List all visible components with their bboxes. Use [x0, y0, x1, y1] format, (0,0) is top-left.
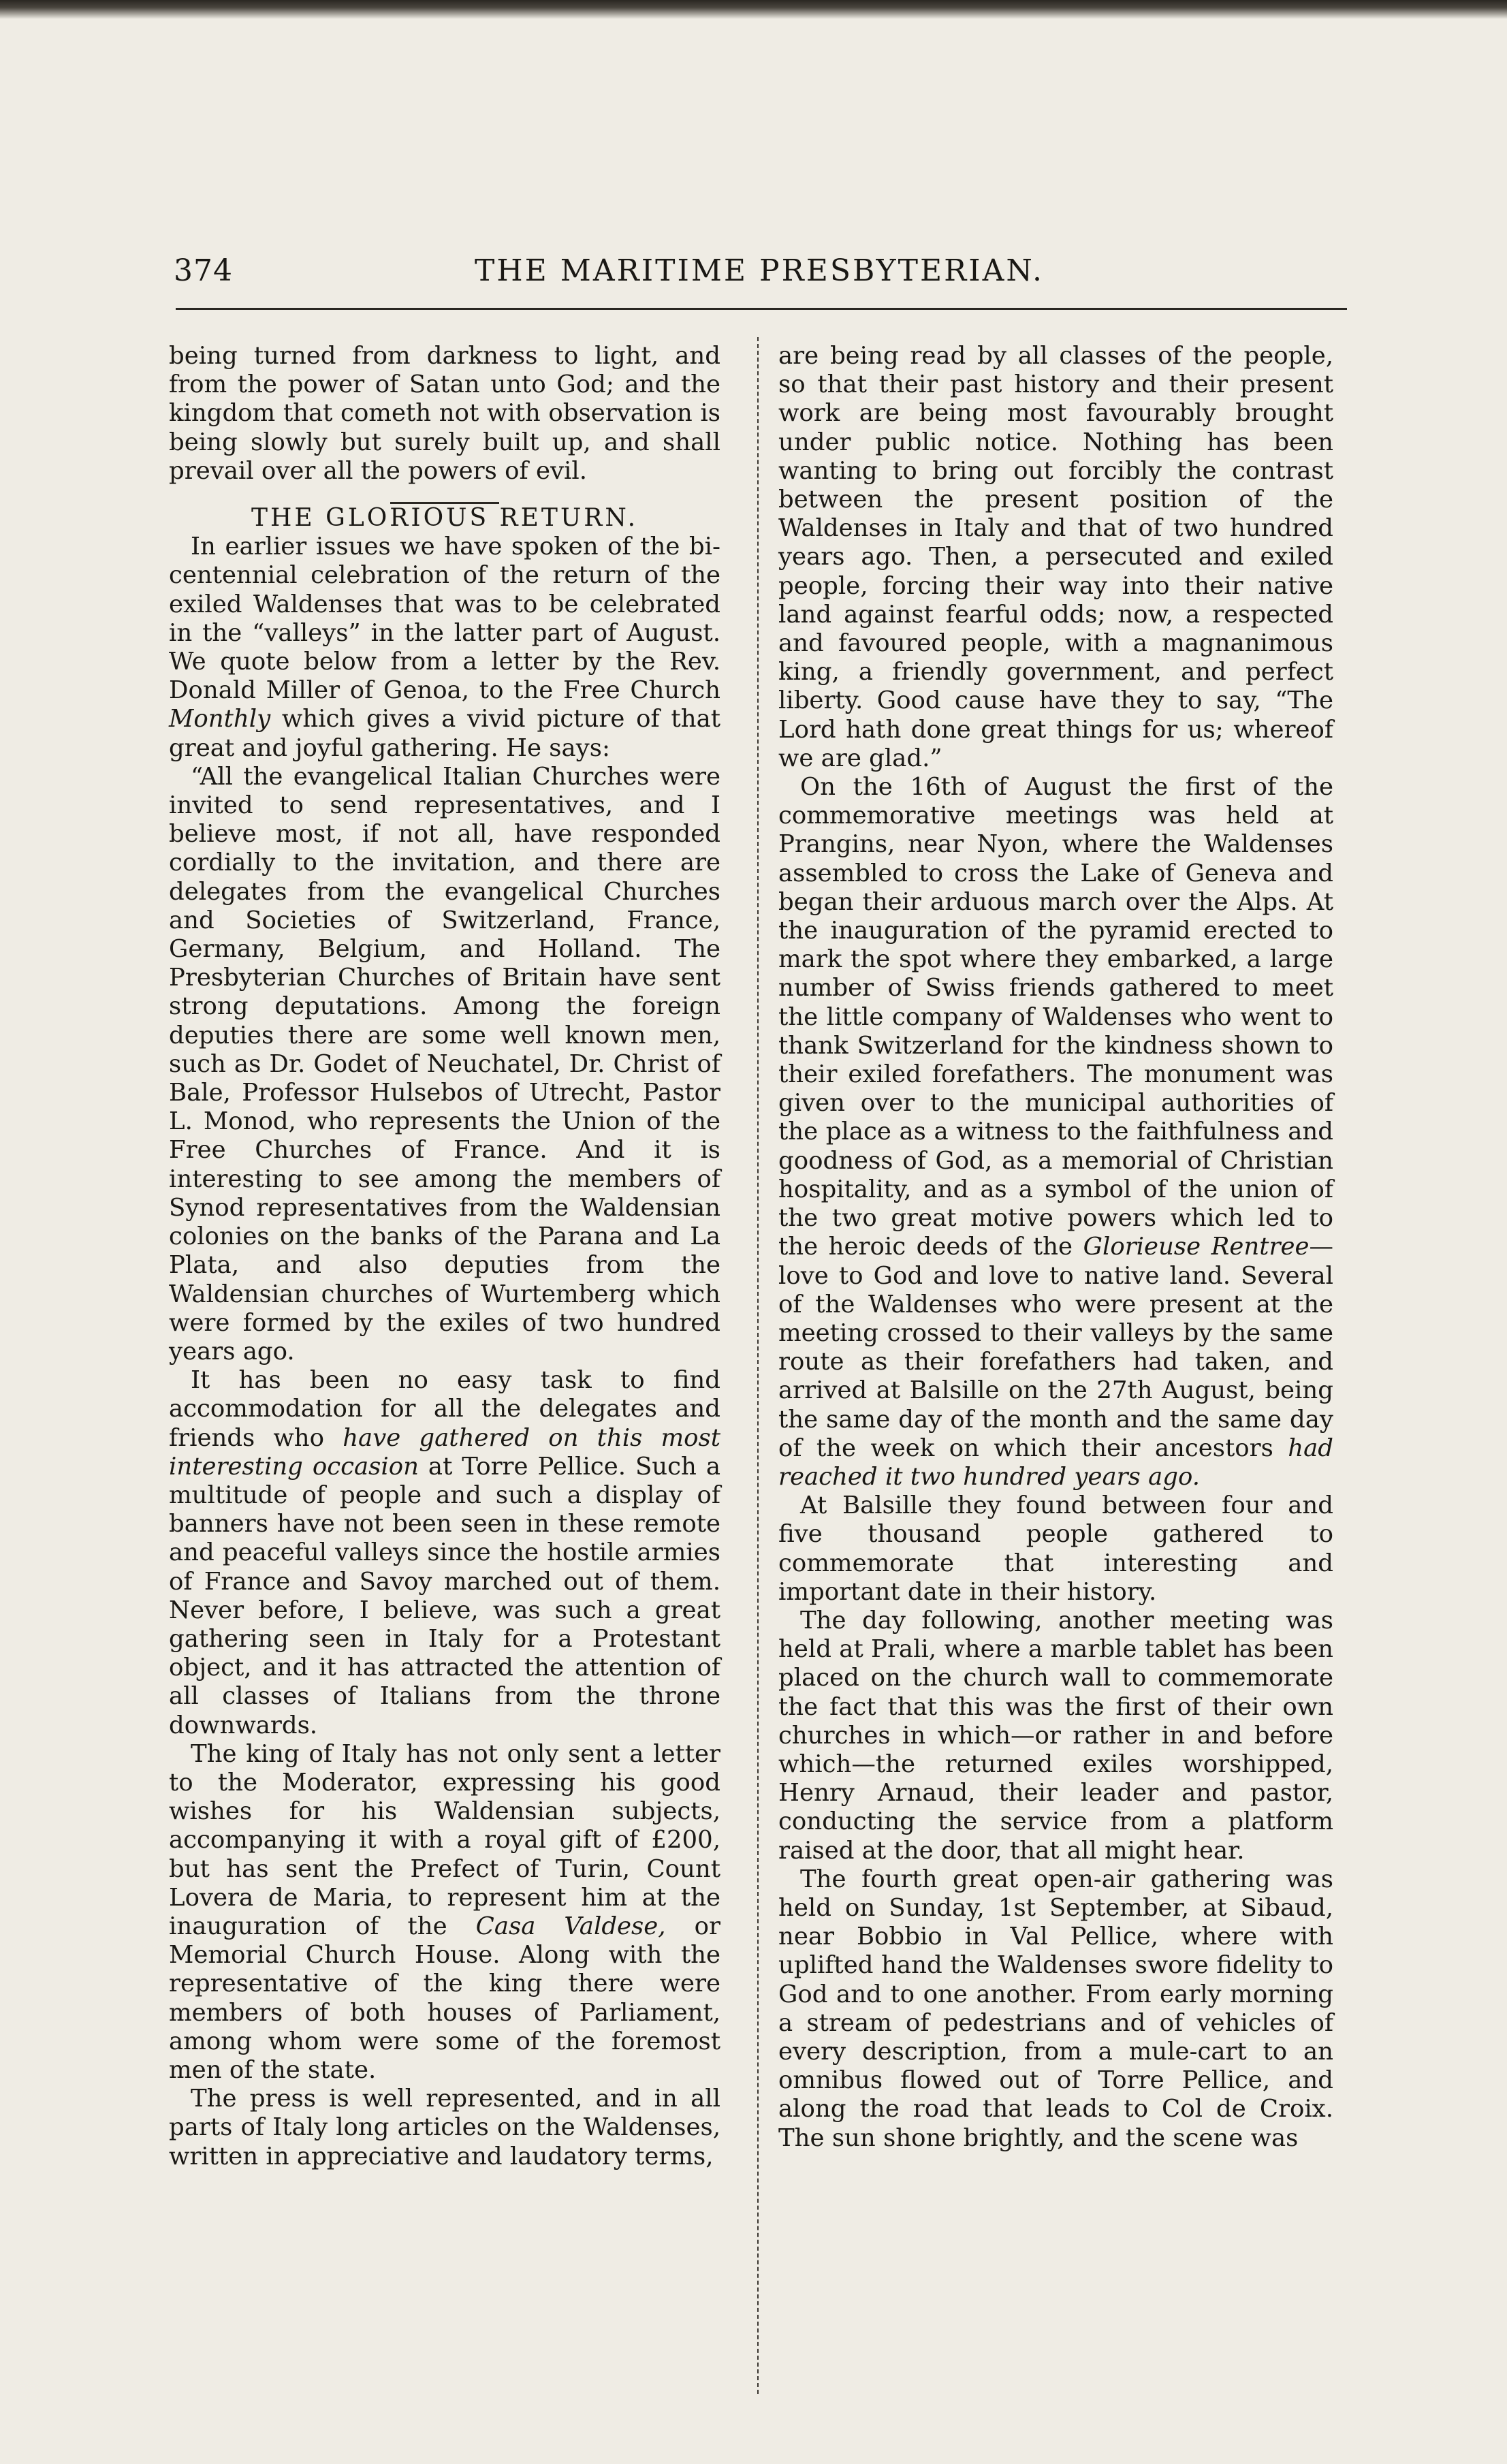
article-paragraph: The king of Italy has not only sent a letter to the Moderator, expressing his good wishes for his Waldensian subjects, accompanying it with a royal gift of £200, but has sent the Prefect of Turin, Count Lovera de Maria, to represent him at the inauguration of the Casa Valdese, or Memorial Church House. Along with the representative of the king there were members of both houses of Parliament, among whom were some of the foremost men of the state.: [169, 1739, 720, 2084]
italic-text: have gathered on this most interesting occasion: [169, 1423, 721, 1481]
article-paragraph: In earlier issues we have spoken of the bi-centennial celebration of the return of the exiled Waldenses that was to be celebrated in the “valleys” in the latter part of August. We quote below from a letter by the Rev. Donald Miller of Genoa, to the Free Church Monthly which gives a vivid picture of that great and joyful gathering. He says:: [169, 533, 720, 762]
article-paragraph: At Balsille they found between four and five thousand people gathered to commemorate that interesting and important date in their history.: [778, 1491, 1333, 1606]
italic-text: had reached it two hundred years ago.: [778, 1434, 1333, 1491]
italic-text: Glorieuse Rentree: [1083, 1233, 1310, 1261]
article-paragraph: The press is well represented, and in all parts of Italy long articles on the Waldenses, written in appreciative and laudatory terms,: [169, 2085, 720, 2170]
scan-edge-shadow: [0, 0, 1507, 19]
page-number: 374: [174, 253, 233, 288]
article-paragraph: “All the evangelical Italian Churches were invited to send representatives, and I believe most, if not all, have responded cordially to the invitation, and there are delegates from the evangelical Churches and Societies of Switzerland, France, Germany, Belgium, and Holland. The Presbyterian Churches of Britain have sent strong deputations. Among the foreign deputies there are some well known men, such as Dr. Godet of Neuchatel, Dr. Christ of Bale, Professor Hulsebos of Utrecht, Pastor L. Monod, who represents the Union of the Free Churches of France. And it is interesting to see among the members of Synod representatives from the Waldensian colonies on the banks of the Parana and La Plata, and also deputies from the Waldensian churches of Wurtemberg which were formed by the exiles of two hundred years ago.: [169, 762, 720, 1365]
right-column: [778, 342, 1333, 2153]
header-rule: [176, 308, 1347, 310]
italic-text: Monthly: [169, 705, 271, 733]
article-paragraph: The fourth great open-air gathering was held on Sunday, 1st September, at Sibaud, near Bobbio in Val Pellice, where with uplifted hand the Waldenses swore fidelity to God and to one another. From early morning a stream of pedestrians and of vehicles of every description, from a mule-cart to an omnibus flowed out of Torre Pellice, and along the road that leads to Col de Croix. The sun shone brightly, and the scene was: [778, 1865, 1333, 2152]
article-paragraph: It has been no easy task to find accommodation for all the delegates and friends who have gathered on this most interesting occasion at Torre Pellice. Such a multitude of people and such a display of banners have not been seen in these remote and peaceful valleys since the hostile armies of France and Savoy marched out of them. Never before, I believe, was such a great gathering seen in Italy for a Protestant object, and it has attracted the attention of all classes of Italians from the throne downwards.: [169, 1366, 721, 1739]
running-title: THE MARITIME PRESBYTERIAN.: [474, 253, 1045, 288]
left-opening-paragraph: being turned from darkness to light, and from the power of Satan unto God; and the kingdom that cometh not with observation is being slowly but surely built up, and shall prevail over all the powers of evil.: [169, 342, 720, 485]
page-header: [174, 253, 1345, 294]
article-paragraph: The day following, another meeting was held at Prali, where a marble tablet has been placed on the church wall to commemorate the fact that this was the first of their own churches in which—or rather in and before which—the returned exiles worshipped, Henry Arnaud, their leader and pastor, conducting the service from a platform raised at the door, that all might hear.: [778, 1606, 1333, 1865]
article-heading: THE GLORIOUS RETURN.: [251, 504, 639, 533]
column-divider: [757, 337, 759, 2394]
right-opening-paragraph: are being read by all classes of the people, so that their past history and their present work are being most favourably brought under public notice. Nothing has been wanting to bring out forcibly the contrast between the present position of the Waldenses in Italy and that of two hundred years ago. Then, a persecuted and exiled people, forcing their way into their native land against fearful odds; now, a respected and favoured people, with a magnanimous king, a friendly government, and perfect liberty. Good cause have they to say, “The Lord hath done great things for us; whereof we are glad.”: [778, 342, 1333, 772]
italic-text: Casa Valdese,: [475, 1912, 666, 1940]
left-column: [169, 342, 720, 2171]
article-paragraph: On the 16th of August the first of the commemorative meetings was held at Prangins, near Nyon, where the Waldenses assembled to cross the Lake of Geneva and began their arduous march over the Alps. At the inauguration of the pyramid erected to mark the spot where they embarked, a large number of Swiss friends gathered to meet the little company of Waldenses who went to thank Switzerland for the kindness shown to their exiled forefathers. The monument was given over to the municipal authorities of the place as a witness to the faithfulness and goodness of God, as a memorial of Christian hospitality, and as a symbol of the union of the two great motive powers which led to the heroic deeds of the Glorieuse Rentree—love to God and love to native land. Several of the Waldenses who were present at the meeting crossed to their valleys by the same route as their forefathers had taken, and arrived at Balsille on the 27th August, being the same day of the month and the same day of the week on which their ancestors had reached it two hundred years ago.: [778, 773, 1334, 1491]
